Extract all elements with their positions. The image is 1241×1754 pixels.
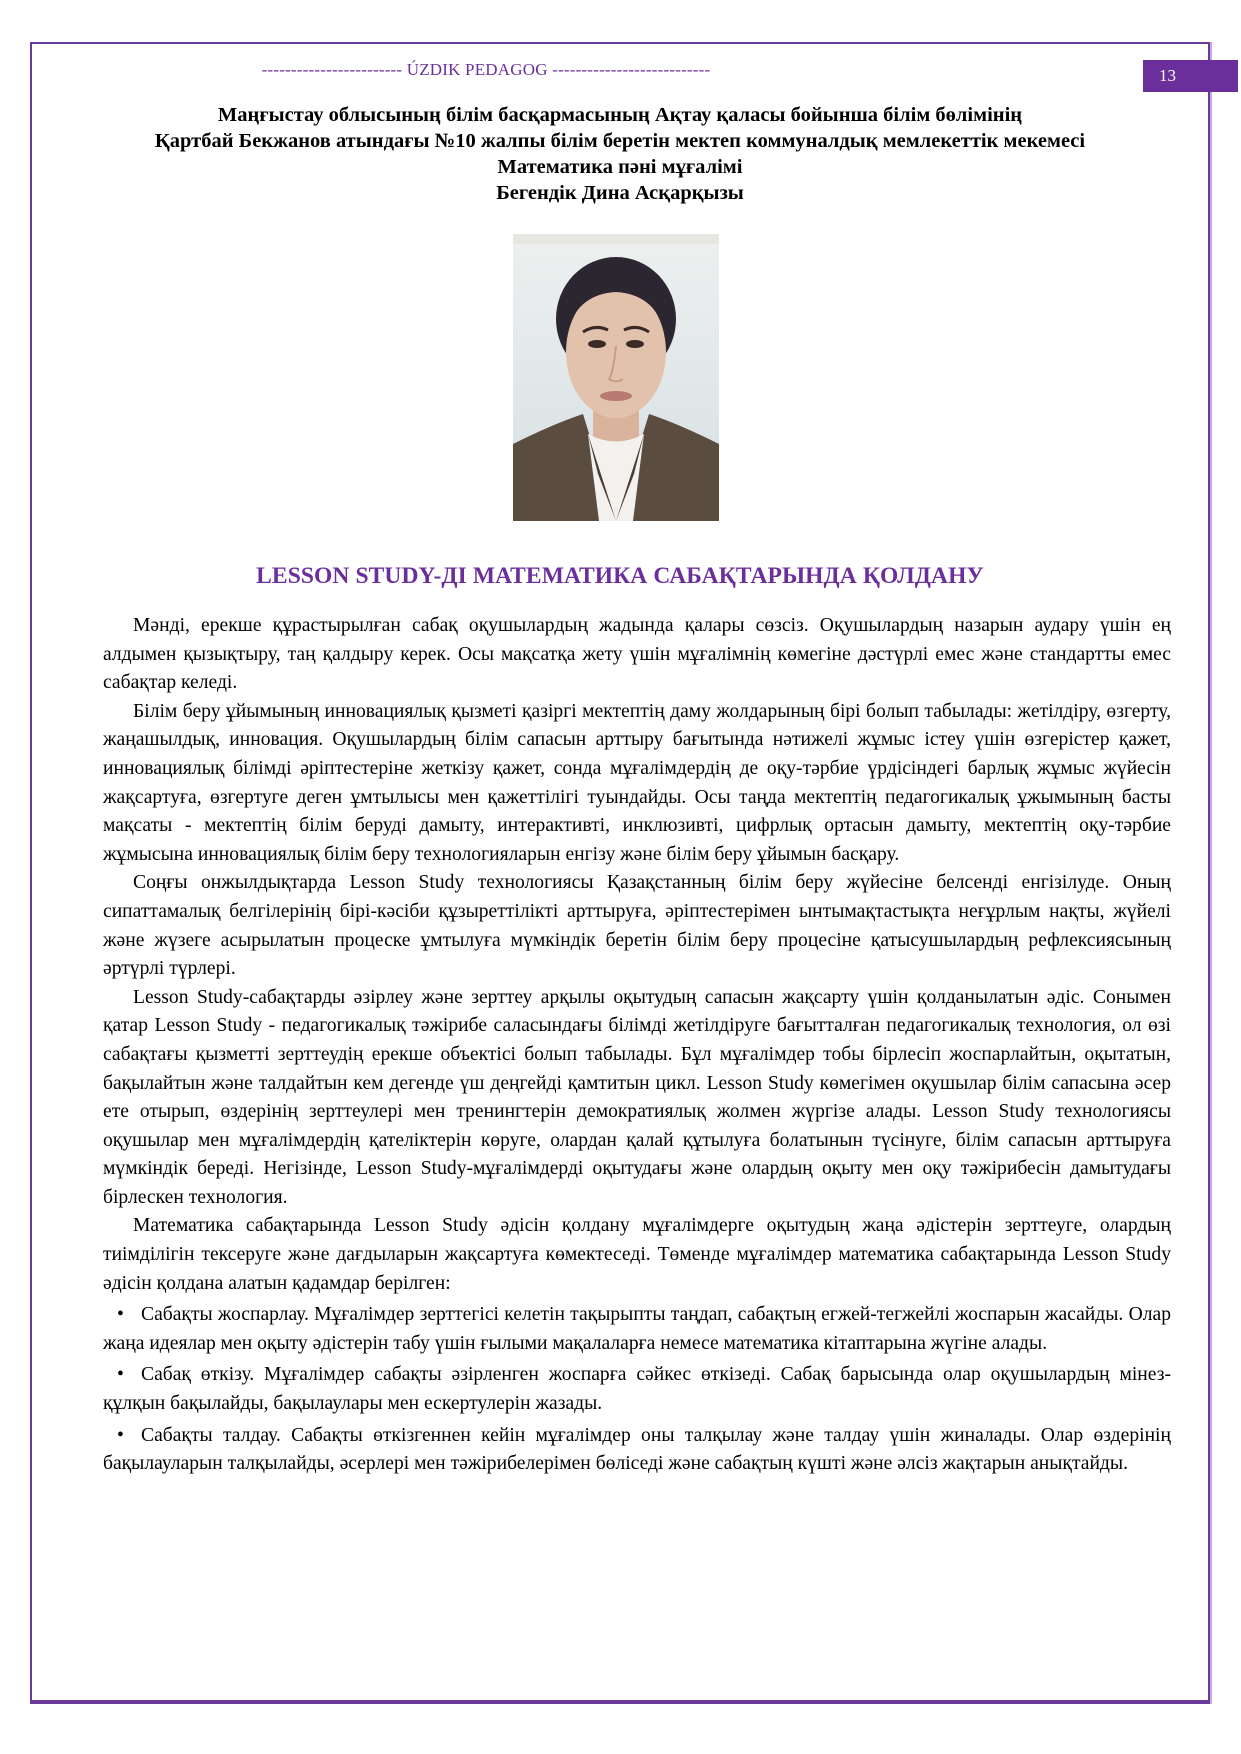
page-number: 13 <box>1159 66 1176 85</box>
affiliation-line-school: Қартбай Бекжанов атындағы №10 жалпы білім беретін мектеп коммуналдық мемлекеттік мекемесі <box>154 130 1086 152</box>
article-title: LESSON STUDY-ДІ МАТЕМАТИКА САБАҚТАРЫНДА ҚОЛДАНУ <box>256 563 984 589</box>
list-item <box>103 1301 1171 1358</box>
author-position: Математика пәні мұғалімі <box>497 156 743 178</box>
portrait-illustration <box>513 234 719 521</box>
list-item-text: Сабақты жоспарлау. Мұғалімдер зерттегісі келетін тақырыпты таңдап, сабақтың егжей-тегжейлі жоспарын жасайды. Олар жаңа идеялар мен оқыту әдістерін табу үшін ғылыми мақалаларға немесе математика кітаптарына жүгіне алады. <box>103 1304 1171 1354</box>
bullet-icon: • <box>117 1304 124 1326</box>
list-item <box>103 1361 1171 1418</box>
bullet-icon: • <box>117 1364 124 1386</box>
list-item <box>103 1422 1171 1479</box>
running-header: ------------------------ ÚZDIK PEDAGOG --------------------------- <box>261 60 711 79</box>
bullet-icon: • <box>117 1424 124 1446</box>
article-body <box>103 612 1171 1479</box>
affiliation-line-department: Маңғыстау облысының білім басқармасының Ақтау қаласы бойынша білім бөлімінің <box>217 104 1023 126</box>
author-name: Бегендік Дина Асқарқызы <box>496 182 744 204</box>
list-item-text: Сабақты талдау. Сабақты өткізгеннен кейін мұғалімдер оны талқылау және талдау үшін жиналады. Олар өздерінің бақылауларын талқылайды, әсерлері мен тәжірибелерімен бөліседі және сабақтың күшті және әлсіз жақтарын анықтайды. <box>103 1424 1171 1475</box>
page-number-badge <box>1143 60 1238 92</box>
paragraph: Математика сабақтарында Lesson Study әдісін қолдану мұғалімдерге оқытудың жаңа әдістерін зерттеуге, олардың тиімділігін тексеруге және дағдыларын жақсартуға көмектеседі. Төменде мұғалімдер математика сабақтарында Lesson Study әдісін қолдана алатын қадамдар берілген: <box>103 1215 1171 1294</box>
paragraph: Мәнді, ерекше құрастырылған сабақ оқушылардың жадында қалары сөзсіз. Оқушылардың назарын аудару үшін ең алдымен қызықтыру, таң қалдыру керек. Осы мақсатқа жету үшін мұғалімнің көмегіне дәстүрлі емес және стандартты емес сабақтар келеді. <box>103 615 1171 694</box>
paragraph: Соңғы онжылдықтарда Lesson Study технологиясы Қазақстанның білім беру жүйесіне белсенді енгізілуде. Оның сипаттамалық белгілерінің бірі-кәсіби құзыреттілікті арттыруға, әріптестерімен ынтымақтастықта неғұрлым нақты, жүйелі және жүзеге асырылатын процеске ұмтылуға мүмкіндік беретін білім беру процесіне қатысушылардың рефлексиясының әртүрлі түрлері. <box>103 872 1171 980</box>
author-photo <box>513 234 719 521</box>
author-affiliation-block <box>30 102 1210 206</box>
paragraph: Білім беру ұйымының инновациялық қызметі қазіргі мектептің даму жолдарының бірі болып табылады: жетілдіру, өзгерту, жаңашылдық, инновация. Оқушылардың білім сапасын арттыру бағытында нәтижелі жұмыс істеу үшін өзгерістер қажет, инновациялық білімді әріптестеріне жеткізу қажет, сонда мұғалімдердің де оқу-тәрбие үрдісіндегі барлық жұмыс жүйесін жақсартуға, өзгертуге деген ұмтылысы мен қажеттілігі туындайды. Осы таңда мектептің педагогикалық ұжымының басты мақсаты - мектептің білім беруді дамыту, интерактивті, инклюзивті, цифрлық ортасын дамыту, мектептің оқу-тәрбие жұмысына инновациялық білім беру технологияларын енгізу және білім беру ұйымын басқару. <box>103 700 1171 865</box>
list-item-text: Сабақ өткізу. Мұғалімдер сабақты әзірленген жоспарға сәйкес өткізеді. Сабақ барысында олар оқушылардың мінез-құлқын бақылайды, бақылаулары мен ескертулерін жазады. <box>103 1364 1171 1415</box>
paragraph: Lesson Study-сабақтарды әзірлеу және зерттеу арқылы оқытудың сапасын жақсарту үшін қолданылатын әдіс. Сонымен қатар Lesson Study - педагогикалық тәжірибе саласындағы білімді жетілдіруге бағытталған педагогикалық технология, ол өзі сабақтағы қызметті зерттеудің ерекше объектісі болып табылады. Бұл мұғалімдер тобы бірлесіп жоспарлайтын, оқытатын, бақылайтын және талдайтын кем дегенде үш деңгейді қамтитын цикл. Lesson Study көмегімен оқушылар білім сапасына әсер ете отырып, өздерінің зерттеулері мен тренингтерін демократиялық жолмен жүргізе алады. Lesson Study технологиясы оқушылар мен мұғалімдердің қателіктерін көруге, олардан қалай құтылуға болатынын түсінуге, білім сапасын арттыруға мүмкіндік береді. Негізінде, Lesson Study-мұғалімдерді оқытудағы және олардың оқыту мен оқу тәжірибесін дамытудағы бірлескен технология. <box>103 986 1171 1208</box>
